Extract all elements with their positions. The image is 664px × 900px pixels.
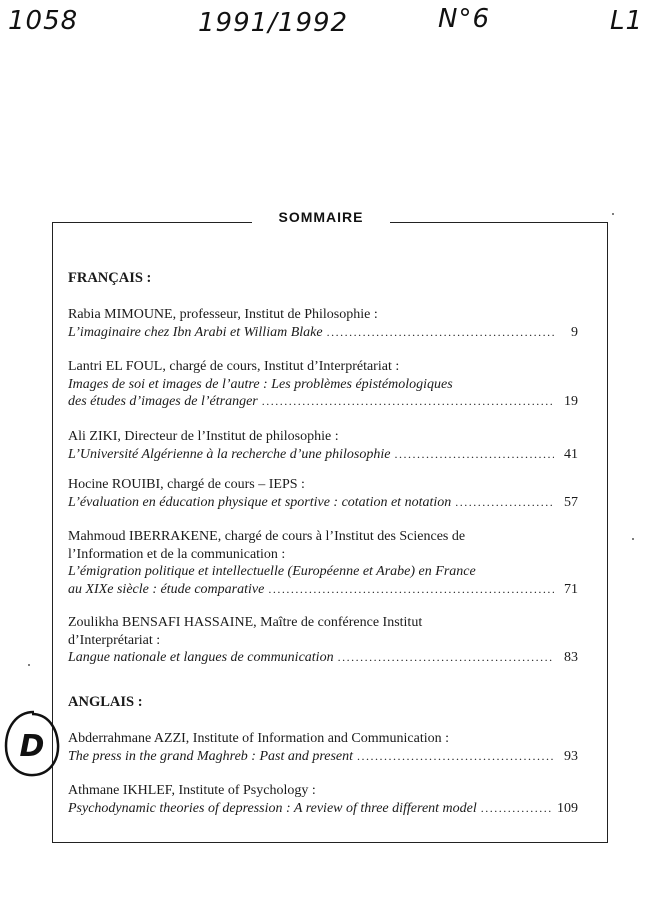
handwritten-issue: N°6 — [438, 4, 490, 34]
entry-author: Abderrahmane AZZI, Institute of Information and Communication : — [68, 731, 450, 746]
entry-title: L’Université Algérienne à la recherche d’une philosophie — [68, 446, 391, 462]
entry-title-line — [68, 446, 578, 464]
scan-speck — [632, 538, 634, 540]
entry-page: 109 — [557, 800, 578, 816]
entry-title: Psychodynamic theories of depression : A review of three different model — [68, 800, 477, 816]
contents-title-wrapper — [252, 204, 390, 230]
entry-author: Mahmoud IBERRAKENE, chargé de cours à l’Institut des Sciences de — [68, 529, 466, 544]
toc-entry — [68, 782, 578, 817]
dot-leader — [268, 581, 554, 599]
entry-page: 41 — [564, 446, 578, 462]
entry-title-line — [68, 581, 578, 599]
entry-title-line — [68, 800, 578, 818]
entry-page: 57 — [564, 494, 578, 510]
entry-title: Images de soi et images de l’autre : Les problèmes épistémologiques — [68, 376, 453, 392]
toc-entry — [68, 428, 578, 463]
entry-author: Hocine ROUIBI, chargé de cours – IEPS : — [68, 477, 305, 492]
entry-author: l’Information et de la communication : — [68, 546, 286, 562]
dot-leader — [357, 748, 554, 766]
section-heading-french: FRANÇAIS : — [68, 270, 152, 286]
entry-title-line — [68, 649, 578, 667]
entry-page: 9 — [571, 324, 578, 340]
handwritten-number: 1058 — [8, 6, 79, 36]
entry-title-line — [68, 748, 578, 766]
toc-entry — [68, 528, 578, 598]
entry-page: 83 — [564, 650, 578, 665]
entry-author: Athmane IKHLEF, Institute of Psychology : — [68, 783, 316, 798]
dot-leader — [455, 494, 554, 512]
entry-title: des études d’images de l’étranger — [68, 394, 258, 409]
handwritten-year: 1991/1992 — [198, 8, 349, 38]
dot-leader — [338, 649, 554, 667]
entry-title: L’imaginaire chez Ibn Arabi et William Blake — [68, 324, 323, 340]
scan-speck — [612, 213, 614, 215]
dot-leader — [394, 446, 554, 464]
entry-author: Ali ZIKI, Directeur de l’Institut de philosophie : — [68, 429, 339, 444]
entry-page: 19 — [564, 394, 578, 409]
entry-title-line — [68, 324, 578, 342]
entry-title-line — [68, 494, 578, 512]
toc-entry — [68, 476, 578, 511]
entry-title: L’émigration politique et intellectuelle (Européenne et Arabe) en France — [68, 564, 476, 579]
scan-speck — [28, 664, 30, 666]
entry-author: d’Interprétariat : — [68, 632, 161, 648]
toc-entry — [68, 614, 578, 667]
dot-leader — [481, 800, 553, 818]
entry-author: Lantri EL FOUL, chargé de cours, Institut d’Interprétariat : — [68, 359, 400, 374]
contents-title: SOMMAIRE — [278, 209, 364, 225]
entry-author: Rabia MIMOUNE, professeur, Institut de Philosophie : — [68, 307, 378, 322]
entry-title: Langue nationale et langues de communication — [68, 650, 334, 665]
dot-leader — [327, 324, 554, 342]
section-heading-english: ANGLAIS : — [68, 694, 143, 710]
entry-title-line — [68, 393, 578, 411]
entry-title: L’évaluation en éducation physique et sportive : cotation et notation — [68, 494, 452, 510]
toc-entry — [68, 358, 578, 411]
entry-page: 93 — [564, 748, 578, 764]
circled-letter-mark — [2, 708, 62, 780]
entry-title: au XIXe siècle : étude comparative — [68, 581, 265, 597]
toc-entry — [68, 730, 578, 765]
circle-letter: D — [19, 729, 45, 764]
toc-entry — [68, 306, 578, 341]
handwritten-code: L1 — [610, 6, 644, 36]
entry-title: The press in the grand Maghreb : Past and present — [68, 748, 354, 764]
entry-author: Zoulikha BENSAFI HASSAINE, Maître de conférence Institut — [68, 615, 423, 630]
entry-page: 71 — [564, 581, 578, 597]
dot-leader — [262, 393, 554, 411]
